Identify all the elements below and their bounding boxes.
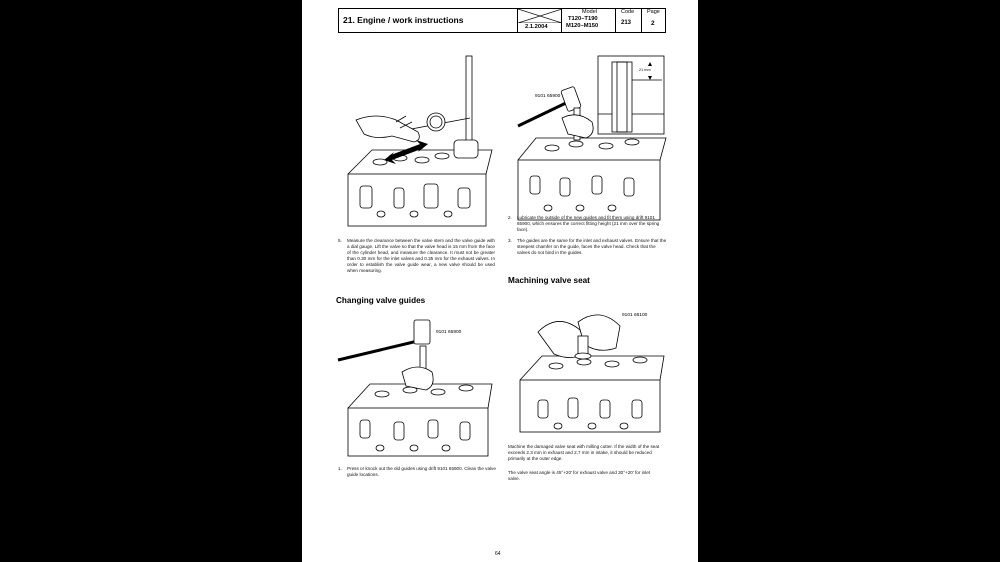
date-cell	[517, 9, 562, 32]
model-line2: M120–M150	[566, 23, 599, 29]
model-cell	[561, 9, 616, 32]
dial-gauge-illustration	[336, 50, 496, 232]
step1-number: 1.	[338, 466, 342, 471]
page-value: 2	[651, 20, 655, 27]
step5-text: Measure the clearance between the valve stem and the valve guide with a dial gauge. Lift the valve so that the valve head is 15 mm from the face of the cylinder head, and measure the clearance. It must not be greater than 0.30 mm for the inlet valves and 0.35 mm for the exhaust valves. In order to establish the valve guide wear, a new valve should be used when measuring.	[347, 238, 495, 274]
header-table	[338, 8, 666, 33]
page-title: 21. Engine / work instructions	[343, 15, 464, 25]
step3-number: 3.	[508, 238, 512, 243]
model-line1: T120–T190	[568, 16, 598, 22]
fig2-dimension-label: 21 mm	[639, 68, 651, 72]
machining-seat-heading: Machining valve seat	[508, 276, 590, 285]
step3-text: The guides are the same for the inlet and exhaust valves. Ensure that the steepest chamfer on the guide, faces the valve head. Check that the valves do not bind in the guides.	[517, 238, 667, 256]
changing-guides-heading: Changing valve guides	[336, 296, 426, 305]
page-cell	[641, 9, 667, 32]
model-label: Model	[582, 9, 597, 15]
step2-number: 2.	[508, 215, 512, 220]
fig2-tool-label: 9101 65900	[535, 94, 561, 99]
code-value: 213	[621, 20, 632, 26]
code-label: Code	[621, 9, 635, 15]
page-number: 64	[495, 551, 501, 557]
drift-fitting-illustration	[508, 52, 668, 232]
knock-out-guides-illustration	[336, 312, 496, 462]
blank-cross-icon	[518, 9, 562, 23]
fig3-tool-label: 9101 65900	[436, 330, 462, 335]
fig4-tool-label: 9101 66100	[622, 313, 648, 318]
date-value: 2.1.2004	[525, 24, 548, 30]
manual-page	[302, 0, 698, 562]
page-label: Page	[647, 9, 660, 15]
code-cell	[615, 9, 642, 32]
machining-paragraph-1: Machine the damaged valve seat with milling cutter. If the width of the seat exceeds 2.3 mm in exhaust and 2.7 mm in intake, it should be reduced primarily at the outer edge.	[508, 444, 660, 462]
step5-number: 5.	[338, 238, 342, 243]
step1-text: Press or knock out the old guides using drift 9101 65900. Clean the valve guide locations.	[347, 466, 496, 478]
step2-text: Lubricate the outside of the new guides and fit them using drift 9101 65900, which ensures the correct fitting height (21 mm over the spring face).	[517, 215, 660, 233]
machining-paragraph-2: The valve seat angle is 45°+20' for exhaust valve and 30°+20' for inlet valve.	[508, 470, 651, 482]
